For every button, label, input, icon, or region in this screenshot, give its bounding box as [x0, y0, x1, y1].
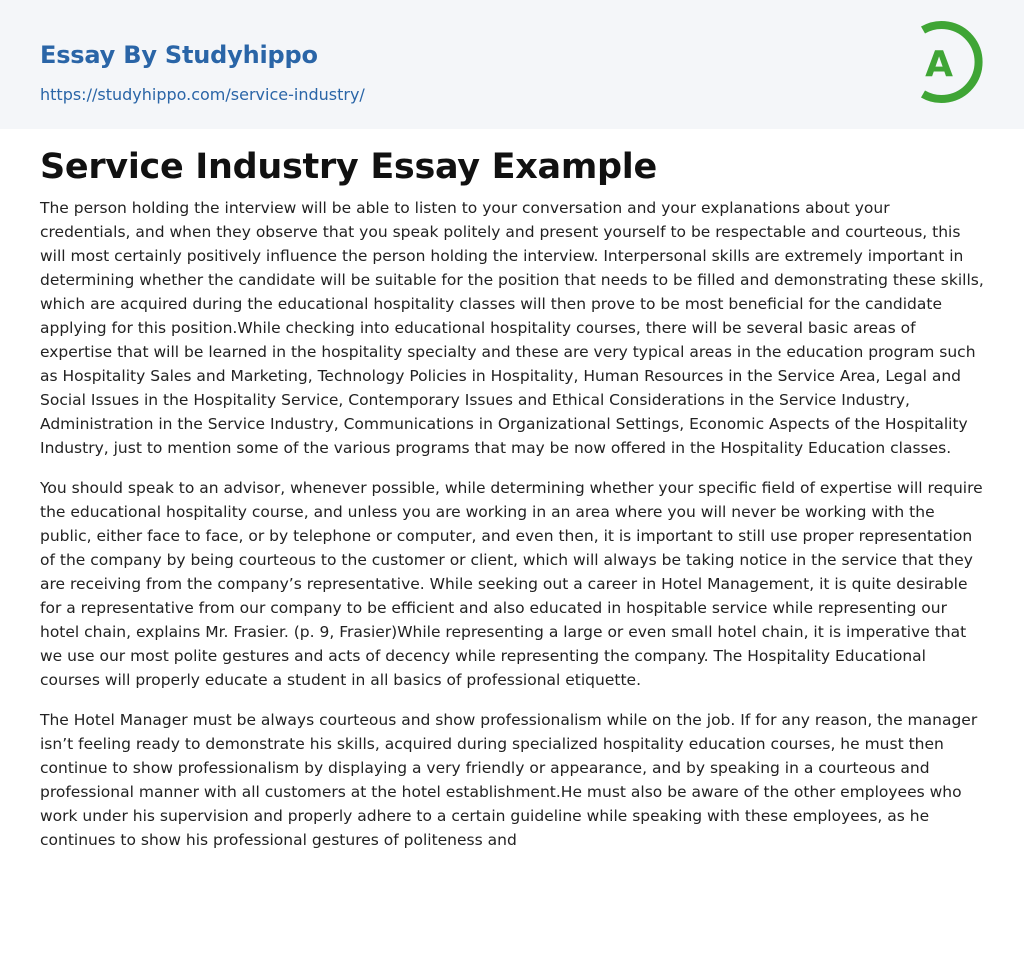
article: [40, 144, 984, 868]
essay-url-link[interactable]: https://studyhippo.com/service-industry/: [40, 85, 365, 104]
site-header: [0, 0, 1024, 129]
article-paragraph: The person holding the interview will be able to listen to your conversation and your explanations about your credentials, and when they observe that you speak politely and present yourself to be respectable and courteous, this will most certainly positively influence the person holding the interview. Interpersonal skills are extremely important in determining whether the candidate will be suitable for the position that needs to be filled and demonstrating these skills, which are acquired during the educational hospitality classes will then prove to be most beneficial for the candidate applying for this position.While checking into educational hospitality courses, there will be several basic areas of expertise that will be learned in the hospitality specialty and these are very typical areas in the education program such as Hospitality Sales and Marketing, Technology Policies in Hospitality, Human Resources in the Service Area, Legal and Social Issues in the Hospitality Service, Contemporary Issues and Ethical Considerations in the Service Industry, Administration in the Service Industry, Communications in Organizational Settings, Economic Aspects of the Hospitality Industry, just to mention some of the various programs that may be now offered in the Hospitality Education classes.: [40, 199, 984, 457]
page-title: Service Industry Essay Example: [40, 147, 657, 187]
logo-letter: A: [925, 44, 953, 85]
article-paragraph: You should speak to an advisor, whenever possible, while determining whether your specific field of expertise will require the educational hospitality course, and unless you are working in an area where you will never be working with the public, either face to face, or by telephone or computer, and even then, it is important to still use proper representation of the company by being courteous to the customer or client, which will always be taking notice in the service that they are receiving from the company’s representative. While seeking out a career in Hotel Management, it is quite desirable for a representative from our company to be efficient and also educated in hospitable service while representing our hotel chain, explains Mr. Frasier. (p. 9, Frasier)While representing a large or even small hotel chain, it is imperative that we use our most polite gestures and acts of decency while representing the company. The Hospitality Educational courses will properly educate a student in all basics of professional etiquette.: [40, 479, 983, 689]
article-paragraph: The Hotel Manager must be always courteous and show professionalism while on the job. If for any reason, the manager isn’t feeling ready to demonstrate his skills, acquired during specialized hospitality education courses, he must then continue to show professionalism by displaying a very friendly or appearance, and by speaking in a courteous and professional manner with all customers at the hotel establishment.He must also be aware of the other employees who work under his supervision and properly adhere to a certain guideline while speaking with these employees, as he continues to show his professional gestures of politeness and: [40, 711, 978, 849]
studyhippo-logo-icon[interactable]: [910, 18, 988, 106]
site-brand[interactable]: Essay By Studyhippo: [40, 41, 318, 69]
